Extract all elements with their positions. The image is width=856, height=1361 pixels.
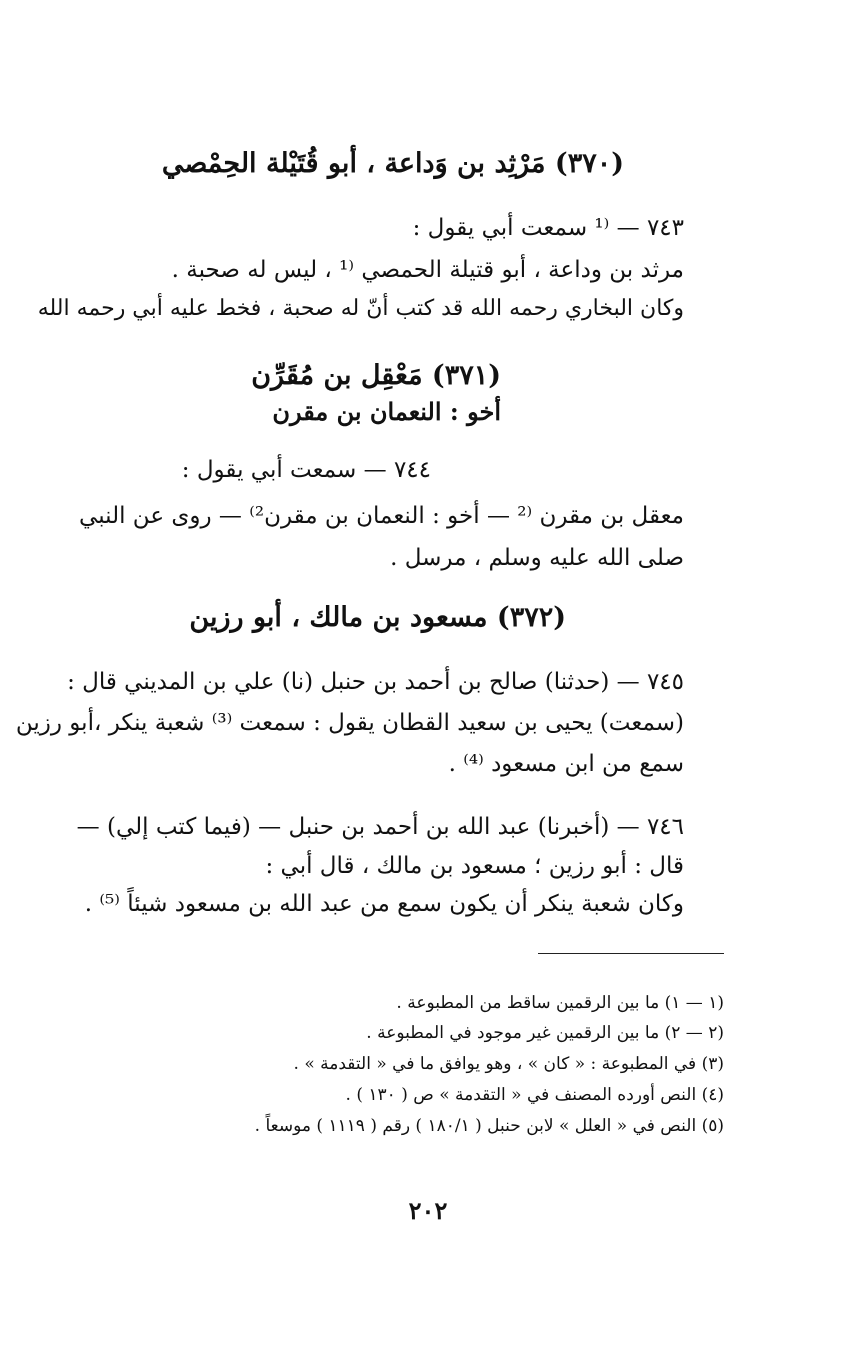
entry-line: ٧٤٥ — (حدثنا) صالح بن أحمد بن حنبل (نا) علي بن المديني قال : xyxy=(67,669,684,695)
entry-subheading-371: أخو : النعمان بن مقرن xyxy=(272,397,501,426)
footnote-item: (١ — ١) ما بين الرقمين ساقط من المطبوعة . xyxy=(396,993,724,1013)
footnote-item: (٥) النص في « العلل » لابن حنبل ( ١٨٠/١ ) رقم ( ١١١٩ ) موسعاً . xyxy=(254,1116,724,1136)
footnote-divider xyxy=(538,953,724,954)
entry-line: مرثد بن وداعة ، أبو قتيلة الحمصي ⁽¹ ، ليس له صحبة . xyxy=(171,257,684,283)
entry-line: ٧٤٦ — (أخبرنا) عبد الله بن أحمد بن حنبل — (فيما كتب إلي) — xyxy=(76,814,684,840)
entry-heading-371: (٣٧١) مَعْقِل بن مُقَرِّن xyxy=(251,360,501,391)
entry-line: ٧٤٣ — ⁽¹ سمعت أبي يقول : xyxy=(412,215,684,241)
entry-line: ٧٤٤ — سمعت أبي يقول : xyxy=(181,457,431,483)
entry-line: (سمعت) يحيى بن سعيد القطان يقول : سمعت ⁽³⁾ شعبة ينكر ،أبو رزين xyxy=(15,710,684,736)
entry-line: قال : أبو رزين ؛ مسعود بن مالك ، قال أبي : xyxy=(265,853,684,879)
entry-heading-370: (٣٧٠) مَرْثِد بن وَداعة ، أبو قُتَيْلة الحِمْصي xyxy=(161,148,624,179)
entry-line: معقل بن مقرن ⁽² — أخو : النعمان بن مقرن²⁾ — روى عن النبي xyxy=(79,503,684,529)
entry-line: وكان البخاري رحمه الله قد كتب أنّ له صحبة ، فخط عليه أبي رحمه الله xyxy=(37,296,684,321)
page-number: ٢٠٢ xyxy=(408,1196,448,1225)
footnote-item: (٣) في المطبوعة : « كان » ، وهو يوافق ما في « التقدمة » . xyxy=(293,1054,724,1074)
footnote-item: (٢ — ٢) ما بين الرقمين غير موجود في المطبوعة . xyxy=(366,1023,724,1043)
entry-line: سمع من ابن مسعود ⁽⁴⁾ . xyxy=(448,751,684,777)
entry-line: وكان شعبة ينكر أن يكون سمع من عبد الله بن مسعود شيئاً ⁽⁵⁾ . xyxy=(84,891,684,917)
footnote-item: (٤) النص أورده المصنف في « التقدمة » ص ( ١٣٠ ) . xyxy=(345,1085,724,1105)
entry-line: صلى الله عليه وسلم ، مرسل . xyxy=(390,545,684,571)
entry-heading-372: (٣٧٢) مسعود بن مالك ، أبو رزين xyxy=(189,602,566,633)
